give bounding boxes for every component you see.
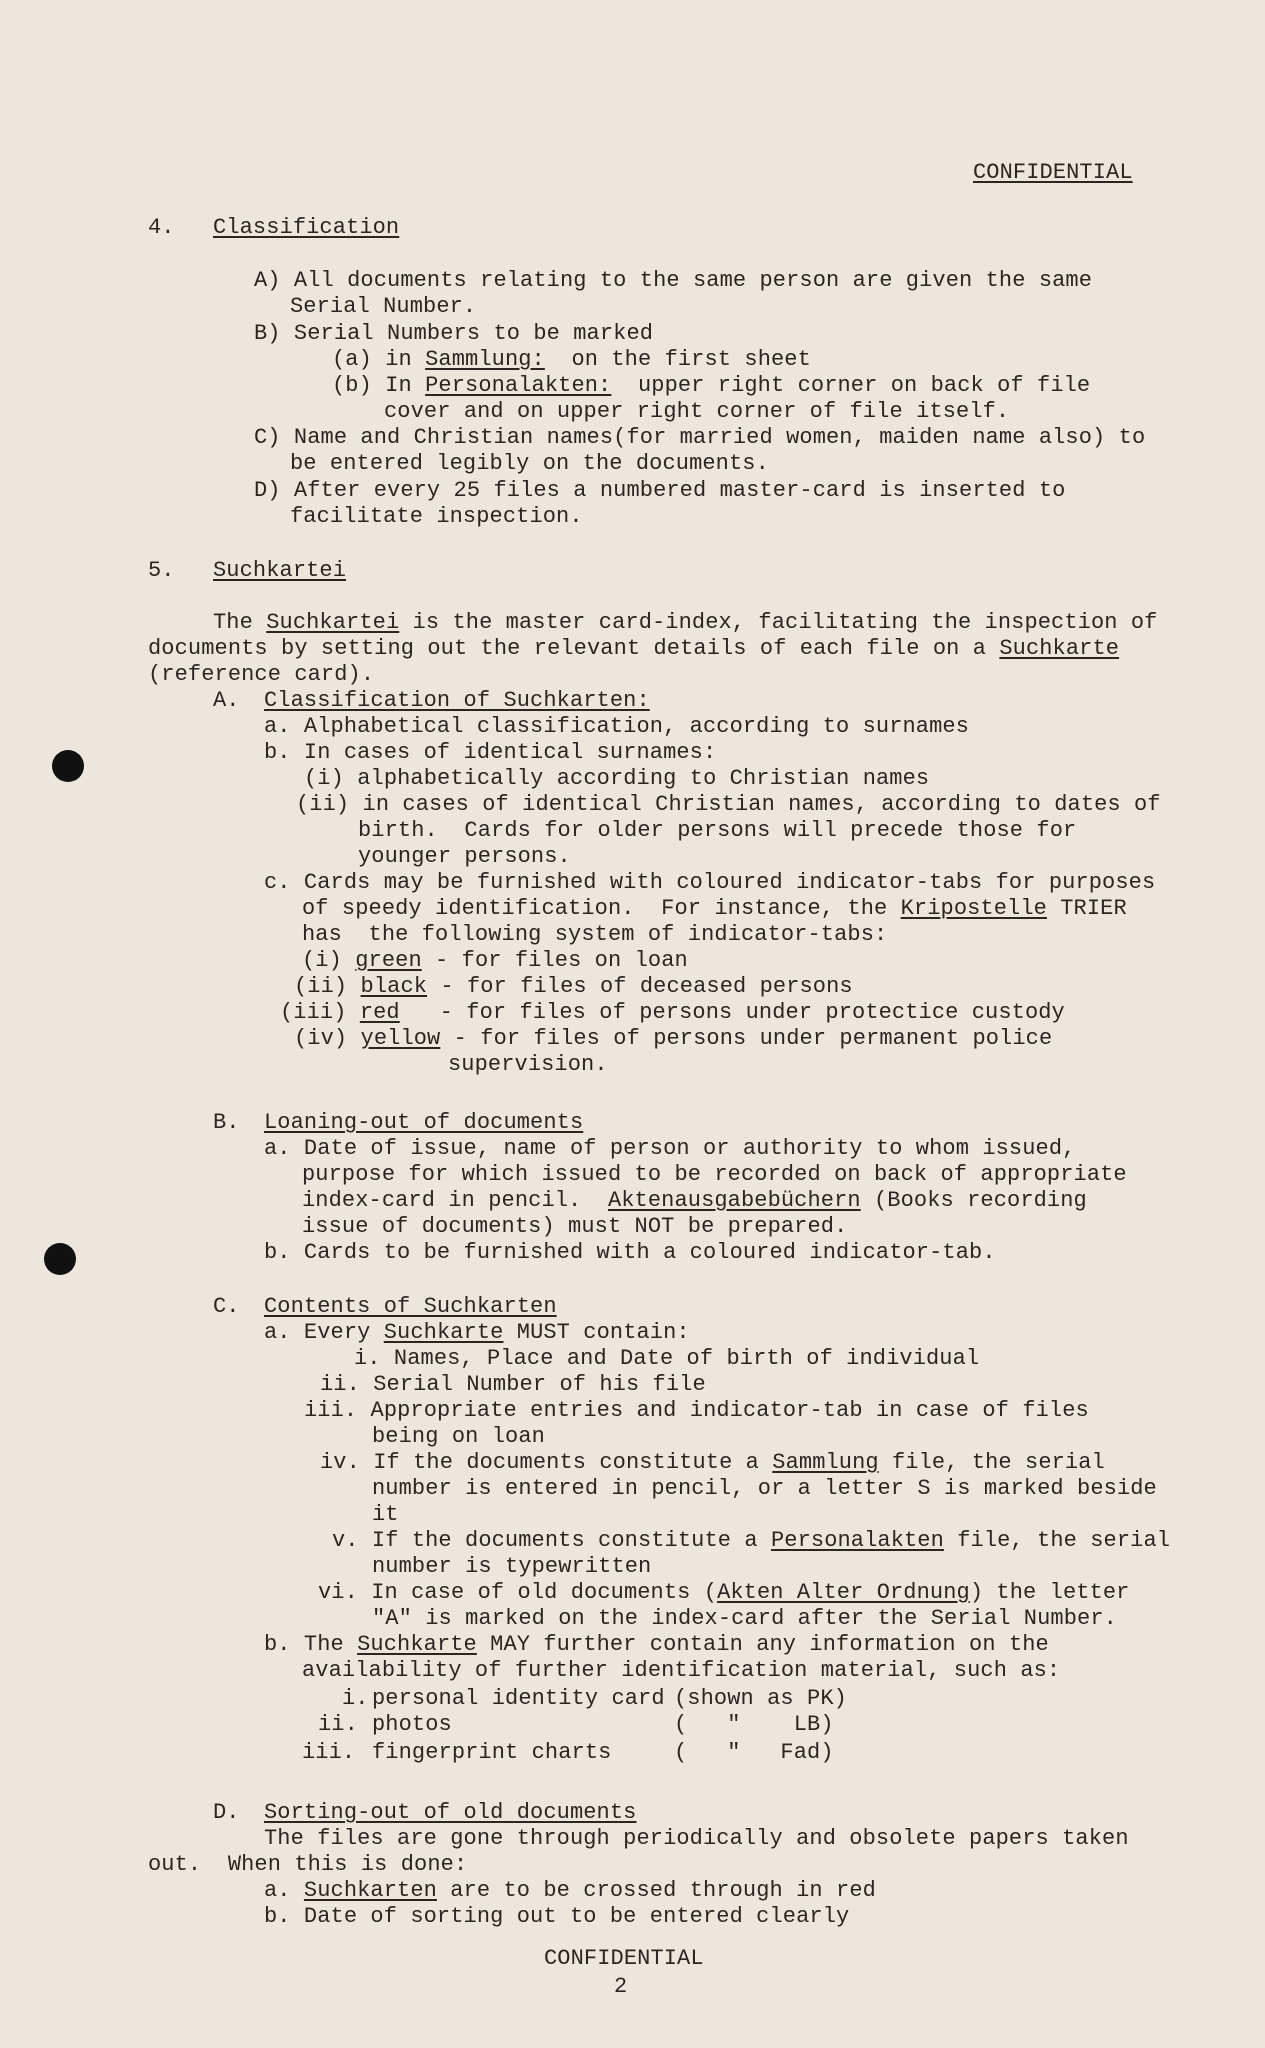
s5-a-item-b: b. In cases of identical surnames: bbox=[264, 740, 717, 765]
s4-item-a-line2: Serial Number. bbox=[290, 294, 477, 319]
s4-item-d-line1: D) After every 25 files a numbered master-card is inserted to bbox=[254, 478, 1066, 503]
s5-c-item-v-line1: v. If the documents constitute a Personalakten file, the serial bbox=[332, 1528, 1171, 1553]
confidential-footer: CONFIDENTIAL bbox=[544, 1946, 704, 1971]
id-material-num: ii. bbox=[318, 1712, 358, 1737]
id-material-note: ( " Fad) bbox=[674, 1740, 834, 1765]
id-material-note: ( " LB) bbox=[674, 1712, 834, 1737]
s5-intro-line3: (reference card). bbox=[148, 662, 375, 687]
s5-c-item-iv-line1: iv. If the documents constitute a Sammlung file, the serial bbox=[320, 1450, 1105, 1475]
s5-b-item-a-line1: a. Date of issue, name of person or authority to whom issued, bbox=[264, 1136, 1076, 1161]
s5-b-item-a-line4: issue of documents) must NOT be prepared. bbox=[302, 1214, 848, 1239]
s5-c-item-iii-line2: being on loan bbox=[372, 1424, 545, 1449]
punch-hole-top bbox=[52, 750, 84, 782]
punch-hole-bottom bbox=[44, 1243, 76, 1275]
id-material-num: i. bbox=[342, 1686, 369, 1711]
section-5-title: Suchkartei bbox=[213, 558, 347, 583]
s5-d-para-line2: out. When this is done: bbox=[148, 1852, 468, 1877]
s5-c-item-iv-line3: it bbox=[372, 1502, 399, 1527]
s5-b-item-b: b. Cards to be furnished with a coloured indicator-tab. bbox=[264, 1240, 996, 1265]
s5-c-title: Contents of Suchkarten bbox=[264, 1294, 557, 1319]
s4-item-d-line2: facilitate inspection. bbox=[290, 504, 583, 529]
indicator-tab-row: (iii) red - for files of persons under protectice custody bbox=[280, 1000, 1065, 1025]
s5-c-item-a: a. Every Suchkarte MUST contain: bbox=[264, 1320, 690, 1345]
s5-a-label: A. bbox=[213, 688, 240, 713]
section-5-number: 5. bbox=[148, 558, 175, 583]
s5-d-label: D. bbox=[213, 1800, 240, 1825]
s4-item-b: B) Serial Numbers to be marked bbox=[254, 321, 654, 346]
indicator-tab-row: (i) green - for files on loan bbox=[302, 948, 688, 973]
s4-item-b-b: (b) In Personalakten: upper right corner on back of file bbox=[332, 373, 1091, 398]
s5-a-item-b-ii-line1: (ii) in cases of identical Christian names, according to dates of bbox=[296, 792, 1161, 817]
id-material-text: personal identity card bbox=[372, 1686, 665, 1711]
indicator-tab-row: (ii) black - for files of deceased persons bbox=[294, 974, 853, 999]
s5-intro-line1: The Suchkartei is the master card-index, facilitating the inspection of bbox=[213, 610, 1158, 635]
indicator-tab-iv-cont: supervision. bbox=[448, 1052, 608, 1077]
s5-c-item-b-line1: b. The Suchkarte MAY further contain any information on the bbox=[264, 1632, 1049, 1657]
s5-a-item-a: a. Alphabetical classification, according to surnames bbox=[264, 714, 970, 739]
s5-a-item-c-line2: of speedy identification. For instance, the Kripostelle TRIER bbox=[302, 896, 1127, 921]
s5-c-item-iv-line2: number is entered in pencil, or a letter S is marked beside bbox=[372, 1476, 1157, 1501]
s5-b-title: Loaning-out of documents bbox=[264, 1110, 584, 1135]
s5-intro-line2: documents by setting out the relevant details of each file on a Suchkarte bbox=[148, 636, 1120, 661]
id-material-num: iii. bbox=[302, 1740, 356, 1765]
s5-c-label: C. bbox=[213, 1294, 240, 1319]
s5-b-item-a-line3: index-card in pencil. Aktenausgabebüchern (Books recording bbox=[302, 1188, 1087, 1213]
s5-c-item-ii: ii. Serial Number of his file bbox=[320, 1372, 706, 1397]
s5-d-item-a: a. Suchkarten are to be crossed through in red bbox=[264, 1878, 876, 1903]
s4-item-b-b-cont: cover and on upper right corner of file itself. bbox=[384, 399, 1010, 424]
s5-c-item-i: i. Names, Place and Date of birth of individual bbox=[354, 1346, 980, 1371]
s5-a-item-c-line3: has the following system of indicator-tabs: bbox=[302, 922, 888, 947]
id-material-text: photos bbox=[372, 1712, 452, 1737]
s5-a-title: Classification of Suchkarten: bbox=[264, 688, 650, 713]
s5-d-title: Sorting-out of old documents bbox=[264, 1800, 637, 1825]
indicator-tab-row: (iv) yellow - for files of persons under permanent police bbox=[294, 1026, 1053, 1051]
id-material-text: fingerprint charts bbox=[372, 1740, 612, 1765]
s5-d-para-line1: The files are gone through periodically and obsolete papers taken bbox=[264, 1826, 1129, 1851]
s5-a-item-b-i: (i) alphabetically according to Christian names bbox=[304, 766, 930, 791]
s4-item-c-line1: C) Name and Christian names(for married women, maiden name also) to bbox=[254, 425, 1146, 450]
s5-b-item-a-line2: purpose for which issued to be recorded on back of appropriate bbox=[302, 1162, 1127, 1187]
s5-c-item-vi-line1: vi. In case of old documents (Akten Alter Ordnung) the letter bbox=[318, 1580, 1130, 1605]
s5-a-item-b-ii-line3: younger persons. bbox=[358, 844, 571, 869]
section-4-number: 4. bbox=[148, 215, 175, 240]
s5-a-item-b-ii-line2: birth. Cards for older persons will precede those for bbox=[358, 818, 1077, 843]
s5-c-item-v-line2: number is typewritten bbox=[372, 1554, 652, 1579]
s4-item-c-line2: be entered legibly on the documents. bbox=[290, 451, 769, 476]
s5-c-item-vi-line2: "A" is marked on the index-card after the Serial Number. bbox=[372, 1606, 1117, 1631]
s4-item-b-a: (a) in Sammlung: on the first sheet bbox=[332, 347, 811, 372]
confidential-header: CONFIDENTIAL bbox=[973, 160, 1133, 185]
page-number: 2 bbox=[614, 1974, 628, 1999]
section-4-title: Classification bbox=[213, 215, 400, 240]
s5-c-item-iii-line1: iii. Appropriate entries and indicator-tab in case of files bbox=[304, 1398, 1089, 1423]
s5-a-item-c-line1: c. Cards may be furnished with coloured indicator-tabs for purposes bbox=[264, 870, 1156, 895]
s5-c-item-b-line2: availability of further identification material, such as: bbox=[302, 1658, 1061, 1683]
id-material-note: (shown as PK) bbox=[674, 1686, 847, 1711]
s4-item-a-line1: A) All documents relating to the same person are given the same bbox=[254, 268, 1093, 293]
s5-d-item-b: b. Date of sorting out to be entered clearly bbox=[264, 1904, 850, 1929]
s5-b-label: B. bbox=[213, 1110, 240, 1135]
